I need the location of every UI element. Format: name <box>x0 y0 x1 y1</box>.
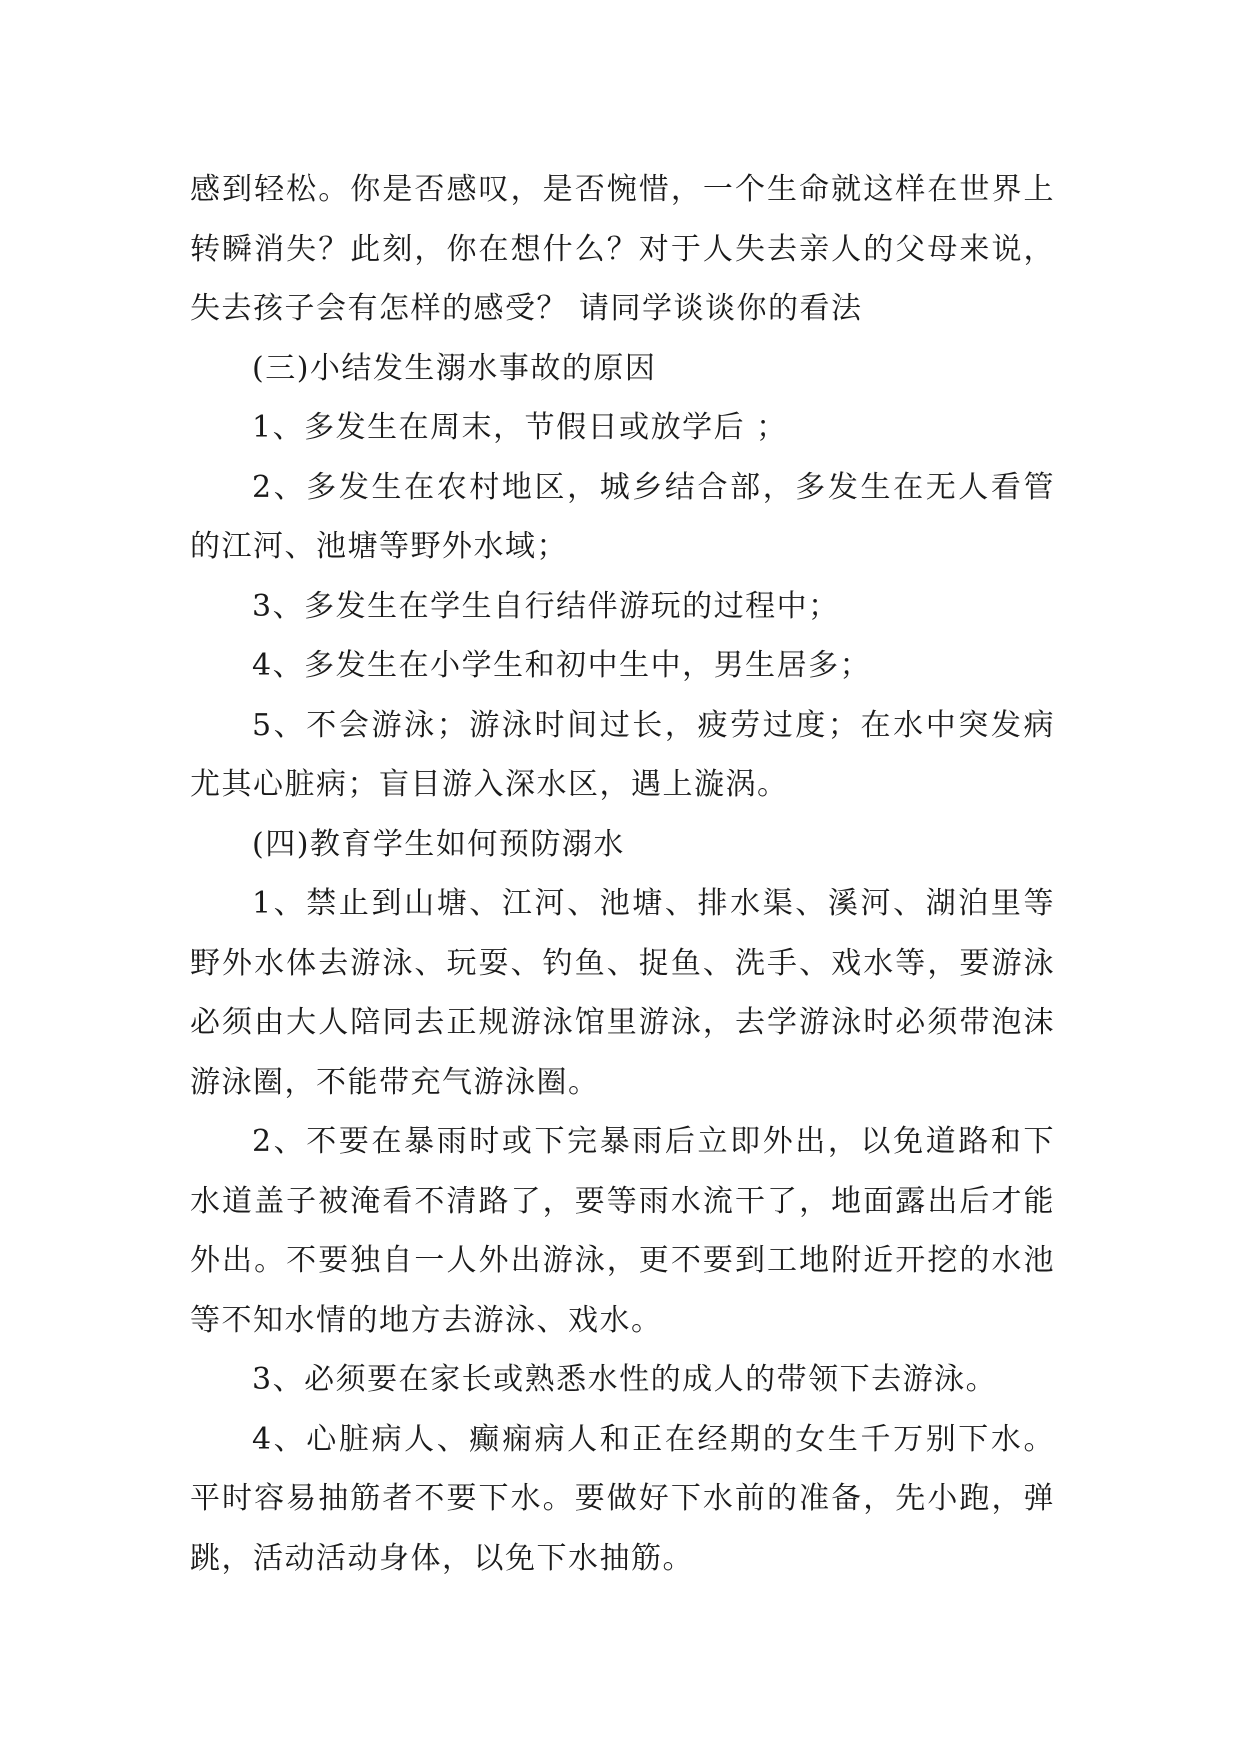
list-item-prevention-2: 2、不要在暴雨时或下完暴雨后立即外出，以免道路和下水道盖子被淹看不清路了，要等雨水流干了，地面露出后才能外出。不要独自一人外出游泳，更不要到工地附近开挖的水池等不知水情的地方去游泳、戏水。 <box>190 1124 1055 1338</box>
list-item-cause-1: 1、多发生在周末，节假日或放学后 ； <box>252 410 788 445</box>
list-item-prevention-3: 3、必须要在家长或熟悉水性的成人的带领下去游泳。 <box>252 1362 998 1397</box>
list-item-prevention-1: 1、禁止到山塘、江河、池塘、排水渠、溪河、湖泊里等野外水体去游泳、玩耍、钓鱼、捉鱼、洗手、戏水等，要游泳必须由大人陪同去正规游泳馆里游泳，去学游泳时必须带泡沫游泳圈，不能带充气游泳圈。 <box>190 886 1055 1100</box>
list-item-cause-3: 3、多发生在学生自行结伴游玩的过程中； <box>252 588 840 624</box>
heading-prevention: (四)教育学生如何预防溺水 <box>252 826 625 862</box>
list-item-prevention-4: 4、心脏病人、癫痫病人和正在经期的女生千万别下水。平时容易抽筋者不要下水。要做好下水前的准备，先小跑，弹跳，活动活动身体，以免下水抽筋。 <box>190 1421 1055 1576</box>
paragraph-intro-continued: 感到轻松。你是否感叹，是否惋惜，一个生命就这样在世界上转瞬消失？此刻，你在想什么？对于人失去亲人的父母来说，失去孩子会有怎样的感受？ 请同学谈谈你的看法 <box>190 172 1055 326</box>
list-item-cause-2: 2、多发生在农村地区，城乡结合部，多发生在无人看管的江河、池塘等野外水域； <box>190 469 1055 564</box>
heading-drowning-causes: (三)小结发生溺水事故的原因 <box>252 350 657 386</box>
document-page <box>190 160 1055 1588</box>
list-item-cause-4: 4、多发生在小学生和初中生中，男生居多； <box>252 648 872 683</box>
list-item-cause-5: 5、不会游泳；游泳时间过长，疲劳过度；在水中突发病尤其心脏病；盲目游入深水区，遇上漩涡。 <box>190 707 1055 802</box>
